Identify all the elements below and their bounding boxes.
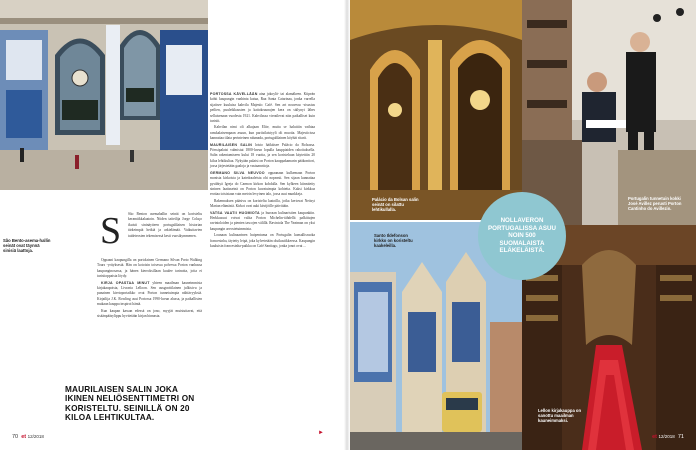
restaurant-waiter-photo xyxy=(522,0,696,225)
body-text: yhteen maailman kauneimmista kirjakaupoista, Livraria Lelloon. Sen uusgoottilainen julkisivu ja punainen kiertoportaikko ovat Porton tunnetuimpia nähtävyyksiä. Kirjailija J.K. Rowling asui Portossa 1990-luvun alussa, ja paikallisten mukaan kauppa inspiroi häntä. xyxy=(97,280,202,307)
lello-caption: Lellon kirjakauppa on sanottu maailman kauneimmaksi. xyxy=(538,408,582,423)
magazine-logo: et xyxy=(21,434,27,440)
body-paragraph xyxy=(210,211,315,233)
drop-cap: S xyxy=(100,210,122,252)
sao-bento-station-photo xyxy=(0,0,208,190)
body-paragraph: Lounaan kulinaarinen huipentuma on Portugalin kansallisruoka francesinha, täytetty leipä, joka kylvetetään olutkastikkeessa. Kaupungin kuuluisin francesinha-paikka on Café Santiago, jonka jonot ovat ... xyxy=(210,233,315,248)
right-folio xyxy=(652,434,684,440)
left-folio xyxy=(12,434,44,440)
run-in-heading: KIRJA OPASTAA MINUT xyxy=(101,280,150,285)
run-in-heading: VATSA VAATII HUOMIOTA xyxy=(210,210,260,215)
church-caption: Santo Ildefonson kirkko on koristeltu kaakeleilla. xyxy=(374,233,413,248)
bolsa-caption: Palácio da Bolsan salin seinät on silattu lehtikullalla. xyxy=(372,197,419,212)
body-paragraph: Kahvilan nimi oli alkujaan Elite, mutta se haluttiin vaihtaa ranskalaisempaan asuun, kun pariisilaistyyli oli muotia. Majesticissa kannattaa tilata perinteinen rabanada, portugalilainen köyhät ritarit. xyxy=(210,125,315,141)
pull-quote: MAURILAISEN SALIN JOKA IKINEN NELIÖSENTTIMETRI ON KORISTELTU. SEINILLÄ ON 20 KILOA LEHTIKULTAA. xyxy=(65,385,195,423)
body-text: oppaanaan kulkemaan Porton monista kirkoista ja katedraaleista ohi nopeasti. Sen sijaan kannattaa pysähtyä Igreja do Carmon kirkon kohdalla. Sen kylkeen kiinnitetty sininen laattaseinä on Porton kuvatuimpia kohteita. Kaksi kirkkoa erottaa toisistaan vain metrin levyinen talo, jossa asui munkkeja. xyxy=(210,170,315,197)
magazine-logo: et xyxy=(652,434,657,440)
body-text: loisto häikäisee Palácio da Bolsassa. Pörssipalatsi valmistui 1800-luvun lopulla kauppiaiden rahoituksella. Salin rakentamiseen kului 18 vuotta, ja sen koristeluun käytettiin 20 kiloa lehtikultaa. Nykyään palatsi on Porton kauppakamarin pääkonttori, jossa järjestetään gaaloja ja vastaanottoja. xyxy=(210,142,315,169)
body-column-2 xyxy=(210,92,315,250)
body-paragraph: Kun kaupan kassan edessä on jono, myyjät muistuttavat, että sisäänpääsylippu hyvitetään kirjan hinnasta. xyxy=(97,308,202,319)
circle-quote-text: NOLLAVERON PORTUGALISSA ASUU NOIN 500 SUOMALAISTA ELÄKELÄISTÄ. xyxy=(488,217,556,255)
body-paragraph: Rakennuksen pääsivu on koristeltu laatoilla, jotka kertovat Neitsyt Marian elämästä. Kirkot ovat auki kävijöille päivittäin. xyxy=(210,198,315,209)
waiter-caption: Portugalin tunnetuin kokki José Avillez perusti Porton Cantinho do Avillezin. xyxy=(628,196,682,211)
sao-bento-caption: São Bento-asema-hallin seinät ovat täynnä sinisiä laattoja. xyxy=(3,238,51,253)
body-column-1 xyxy=(128,212,202,240)
continue-arrow-icon: ► xyxy=(318,430,324,436)
quote-circle xyxy=(478,192,566,280)
body-paragraph: Oppaani kaupungilla on portolainen Germano Silvan Porto Walking Tours -yrityksestä. Hän on kotoisin toisessa polvessa Porton vanhassa kaupunginosassa, ja hänen kierroksillaan kuulee tarinoita, joita ei turistioppaista löydy. xyxy=(97,258,202,279)
body-paragraph xyxy=(210,171,315,198)
issue-number: 12/2018 xyxy=(27,434,44,439)
issue-number: 12/2018 xyxy=(658,434,675,439)
page-number: 70 xyxy=(12,434,19,440)
run-in-heading: GERMANO SILVA NEUVOO xyxy=(210,170,265,175)
body-paragraph xyxy=(210,143,315,170)
page-number: 71 xyxy=(677,434,684,440)
run-in-heading: PORTOSSA KÄVELLÄÄN xyxy=(210,92,258,96)
intro-paragraph: São Benton asemahallin seinät on koristeltu keramiikkalaatoin. Niiden taiteilija Jorge Colaço ikuisti sininäytteen portugalilaisen historian tärkeimpiä hetkiä ja arkielämää. Vaikuttavien taideteosten tekemisessä kesti vuosikymmenen. xyxy=(128,212,202,238)
body-paragraph xyxy=(210,92,315,124)
run-in-heading: MAURILAISEN SALIN xyxy=(210,142,253,147)
body-paragraph xyxy=(97,281,202,308)
palacio-da-bolsa-photo xyxy=(350,0,522,220)
body-text: aina jokoylä- tai alamäkeen. Kiipeän kohti kaupungin vanhinta katua, Rua Santa Catarinaa, jonka varrella sijaitsee kuuluisa kahvila Majestic Café. Sen art nouveau -sisustus peilien, puuleikkausten ja kattokruunujen kera on säilynyt lähes sellaisenaan vuodesta 1921. Kahvilassa vierailevat niin paikalliset kuin turistit. xyxy=(210,92,315,124)
body-column-1b xyxy=(97,258,202,320)
body-text: ja hurraan kulinaristien kaupunkiin. Herkkusuut voivat valita Porton Michelin-tähdellä palkittujen ravintoloiden ja pienten tascojen välillä. Ravintola The Yeatman on yksi kaupungin arvostetuimmista. xyxy=(210,210,315,231)
